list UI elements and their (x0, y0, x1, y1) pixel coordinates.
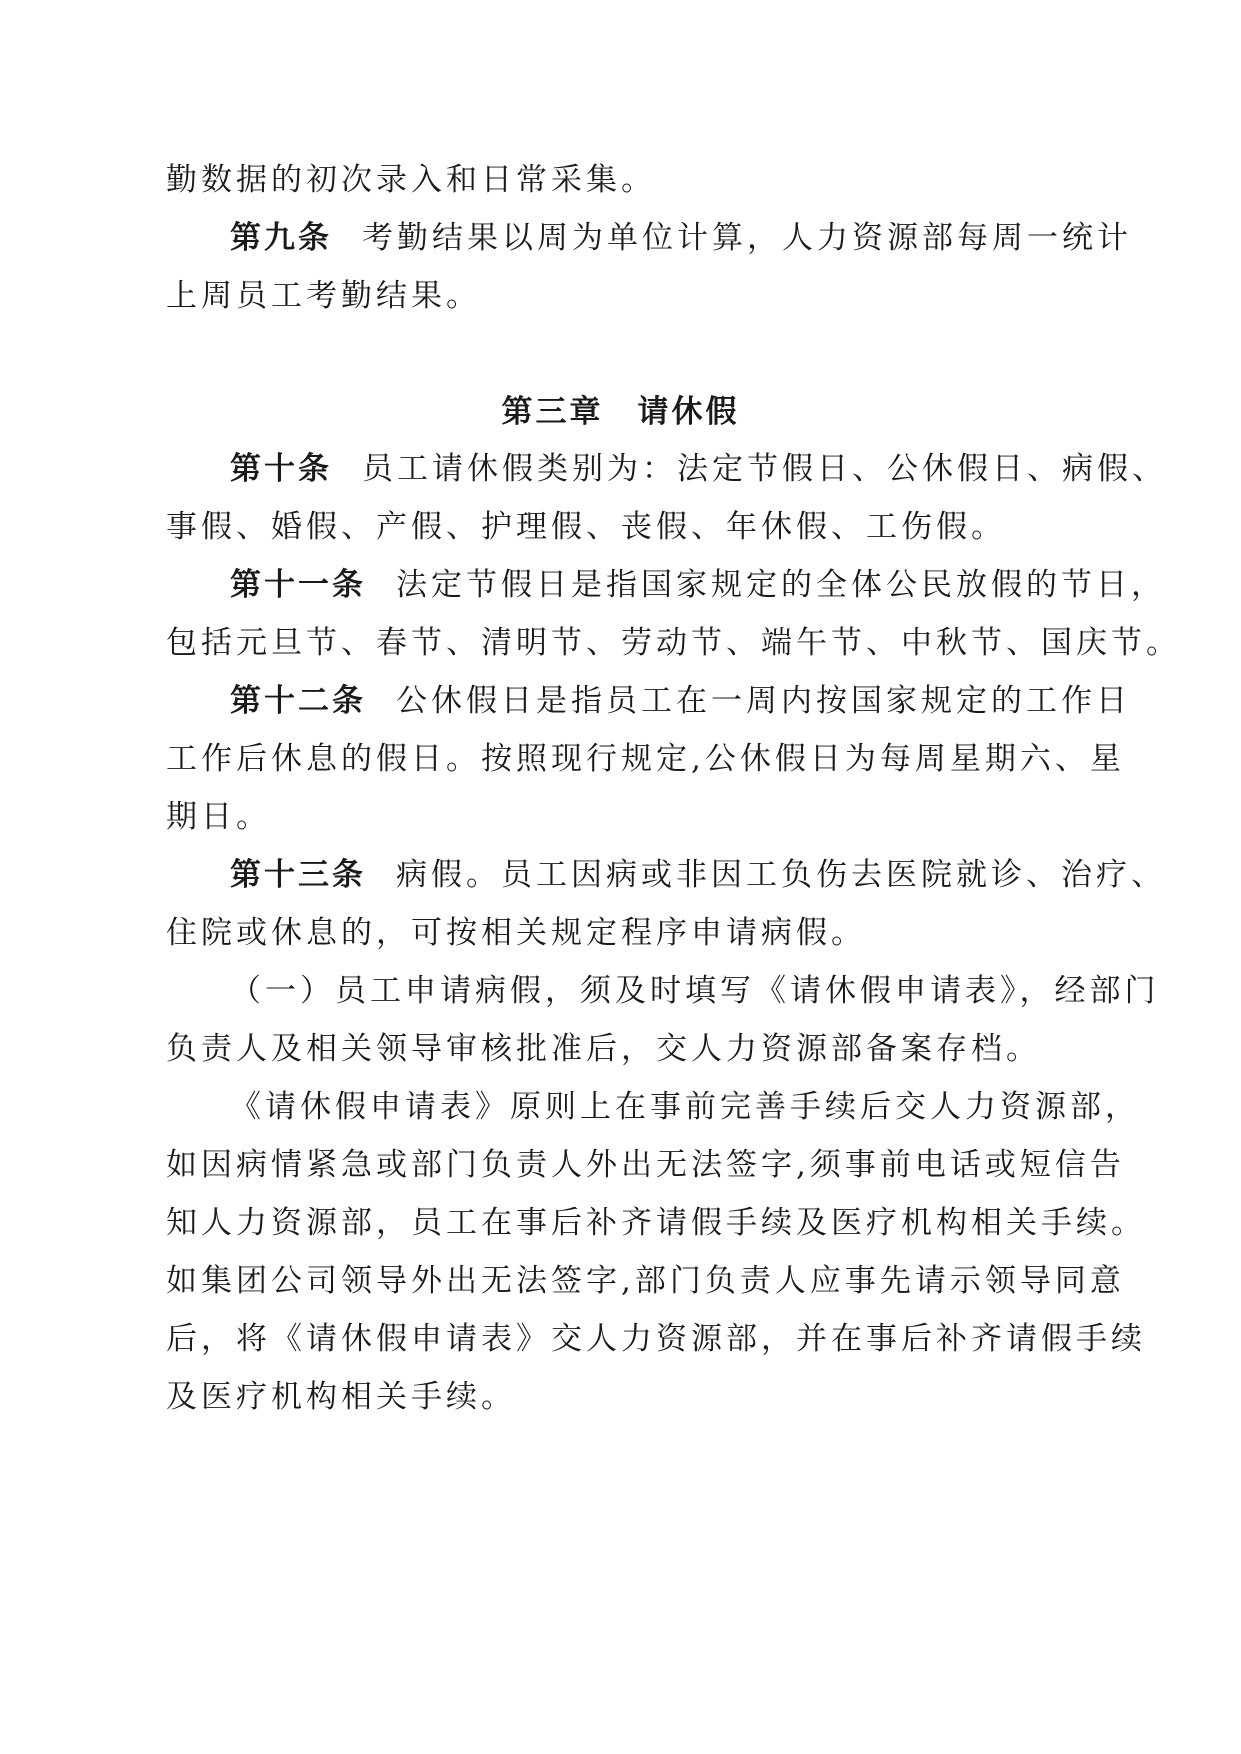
article-12 (230, 681, 1131, 721)
article-label: 第十二条 (230, 683, 366, 719)
article-label: 第十三条 (230, 857, 366, 893)
text-line: 负责人及相关领导审核批准后，交人力资源部备案存档。 (166, 1031, 1041, 1067)
text-line: 期日。 (166, 799, 271, 835)
chapter-title: 请休假 (637, 394, 740, 430)
text-line: 知人力资源部，员工在事后补齐请假手续及医疗机构相关手续。 (166, 1205, 1146, 1241)
article-text: 病假。员工因病或非因工负伤去医院就诊、治疗、 (396, 857, 1166, 893)
text-line: 如因病情紧急或部门负责人外出无法签字,须事前电话或短信告 (166, 1147, 1125, 1183)
article-13 (230, 855, 1166, 895)
text-line: 及医疗机构相关手续。 (166, 1379, 516, 1415)
article-text: 公休假日是指员工在一周内按国家规定的工作日 (396, 683, 1131, 719)
article-9 (230, 218, 1132, 258)
text-line: 勤数据的初次录入和日常采集。 (166, 162, 656, 198)
article-text: 法定节假日是指国家规定的全体公民放假的节日， (396, 567, 1166, 603)
chapter-heading (0, 392, 1241, 432)
article-label: 第十一条 (230, 567, 366, 603)
text-line: 住院或休息的，可按相关规定程序申请病假。 (166, 915, 866, 951)
chapter-number: 第三章 (501, 394, 604, 430)
text-line: 事假、婚假、产假、护理假、丧假、年休假、工伤假。 (166, 509, 1006, 545)
article-text: 员工请休假类别为：法定节假日、公休假日、病假、 (362, 451, 1167, 487)
text-line: （一）员工申请病假，须及时填写《请休假申请表》，经部门 (230, 973, 1160, 1009)
article-text: 考勤结果以周为单位计算，人力资源部每周一统计 (362, 220, 1132, 256)
article-label: 第十条 (230, 451, 332, 487)
text-line: 如集团公司领导外出无法签字,部门负责人应事先请示领导同意 (166, 1263, 1125, 1299)
article-10 (230, 449, 1167, 489)
article-label: 第九条 (230, 220, 332, 256)
text-line: 工作后休息的假日。按照现行规定,公休假日为每周星期六、星 (166, 741, 1125, 777)
text-line: 《请休假申请表》原则上在事前完善手续后交人力资源部， (230, 1089, 1140, 1125)
text-line: 后，将《请休假申请表》交人力资源部，并在事后补齐请假手续 (166, 1321, 1146, 1357)
article-11 (230, 565, 1166, 605)
text-line: 包括元旦节、春节、清明节、劳动节、端午节、中秋节、国庆节。 (166, 625, 1181, 661)
text-line: 上周员工考勤结果。 (166, 278, 481, 314)
